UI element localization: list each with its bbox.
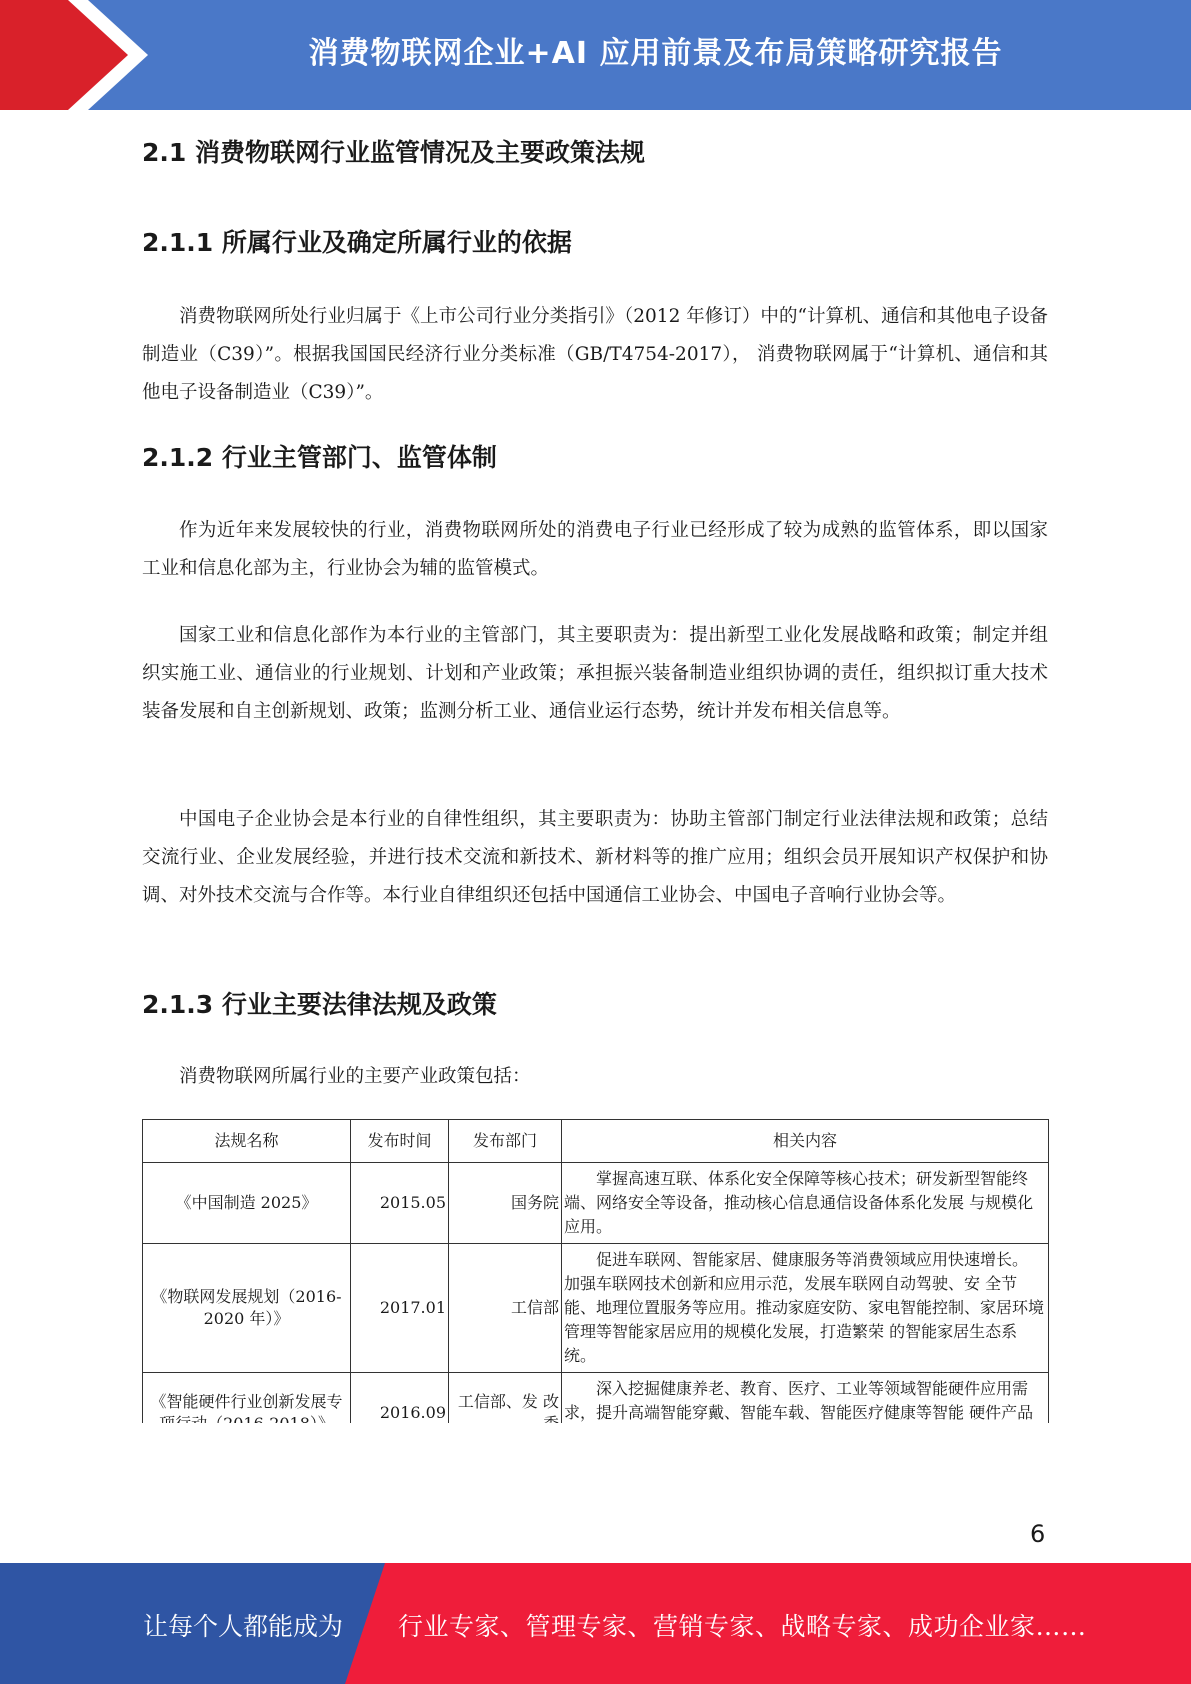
section-heading: 2.1 消费物联网行业监管情况及主要政策法规 [142, 138, 645, 167]
cell-content: 深入挖掘健康养老、教育、医疗、工业等领域智能硬件应用需求，提升高端智能穿戴、智能车载、智能医疗健康等智能 硬件产品 [562, 1373, 1049, 1454]
header-content: 相关内容 [562, 1120, 1049, 1163]
paragraph: 消费物联网所属行业的主要产业政策包括： [179, 1066, 531, 1087]
header-date: 发布时间 [351, 1120, 449, 1163]
footer-slogan-left: 让每个人都能成为 [143, 1612, 344, 1641]
cell-content: 促进车联网、智能家居、健康服务等消费领域应用快速增长。 加强车联网技术创新和应用示范，发展车联网自动驾驶、安 全节能、地理位置服务等应用。推动家庭安防、家电智能控制、家居环境管理等智能家居应用的规模化发展，打造繁荣 的智能家居生态系统。 [562, 1244, 1049, 1373]
footer-slogan-right: 行业专家、管理专家、营销专家、战略专家、成功企业家…… [398, 1612, 1087, 1641]
cell-dept: 国务院 [449, 1163, 562, 1244]
subsection-heading: 2.1.1 所属行业及确定所属行业的依据 [142, 228, 572, 257]
paragraph: 作为近年来发展较快的行业，消费物联网所处的消费电子行业已经形成了较为成熟的监管体系，即以国家工业和信息化部为主，行业协会为辅的监管模式。 [142, 520, 1048, 579]
paragraph: 消费物联网所处行业归属于《上市公司行业分类指引》（2012 年修订）中的“计算机、通信和其他电子设备制造业（C39）”。根据我国国民经济行业分类标准（GB/T4754-2017）， 消费物联网属于“计算机、通信和其他电子设备制造业（C39）”。 [142, 306, 1048, 403]
table-row [143, 1244, 1049, 1373]
subsection-heading: 2.1.3 行业主要法律法规及政策 [142, 990, 497, 1019]
paragraph: 国家工业和信息化部作为本行业的主管部门，其主要职责为：提出新型工业化发展战略和政策；制定并组织实施工业、通信业的行业规划、计划和产业政策；承担振兴装备制造业组织协调的责任，组织拟订重大技术装备发展和自主创新规划、政策；监测分析工业、通信业运行态势，统计并发布相关信息等。 [142, 625, 1048, 722]
page-footer [0, 1563, 1191, 1684]
page-number: 6 [1030, 1520, 1046, 1548]
table-header-row [143, 1120, 1049, 1163]
paragraph: 中国电子企业协会是本行业的自律性组织，其主要职责为：协助主管部门制定行业法律法规和政策；总结交流行业、企业发展经验，并进行技术交流和新技术、新材料等的推广应用；组织会员开展知识产权保护和协调、对外技术交流与合作等。本行业自律组织还包括中国通信工业协会、中国电子音响行业协会等。 [142, 809, 1048, 906]
subsection-heading: 2.1.2 行业主管部门、监管体制 [142, 443, 497, 472]
policy-table [142, 1119, 1049, 1454]
report-title: 消费物联网企业+AI 应用前景及布局策略研究报告 [308, 36, 1003, 71]
cell-date: 2016.09 [351, 1373, 449, 1454]
cell-date: 2015.05 [351, 1163, 449, 1244]
header-name: 法规名称 [143, 1120, 351, 1163]
cell-name: 《中国制造 2025》 [143, 1163, 351, 1244]
cell-dept: 工信部 [449, 1244, 562, 1373]
cell-name: 《物联网发展规划（2016-2020 年）》 [143, 1244, 351, 1373]
cell-dept: 工信部、发 改 [449, 1373, 562, 1454]
cell-date: 2017.01 [351, 1244, 449, 1373]
table-row [143, 1163, 1049, 1244]
header-dept: 发布部门 [449, 1120, 562, 1163]
table-page-cut [142, 1423, 1052, 1463]
cell-content: 掌握高速互联、体系化安全保障等核心技术；研发新型智能终端、网络安全等设备，推动核心信息通信设备体系化发展 与规模化应用。 [562, 1163, 1049, 1244]
page-header [0, 0, 1191, 110]
cell-name: 《智能硬件行业创新发展专 [143, 1373, 351, 1454]
